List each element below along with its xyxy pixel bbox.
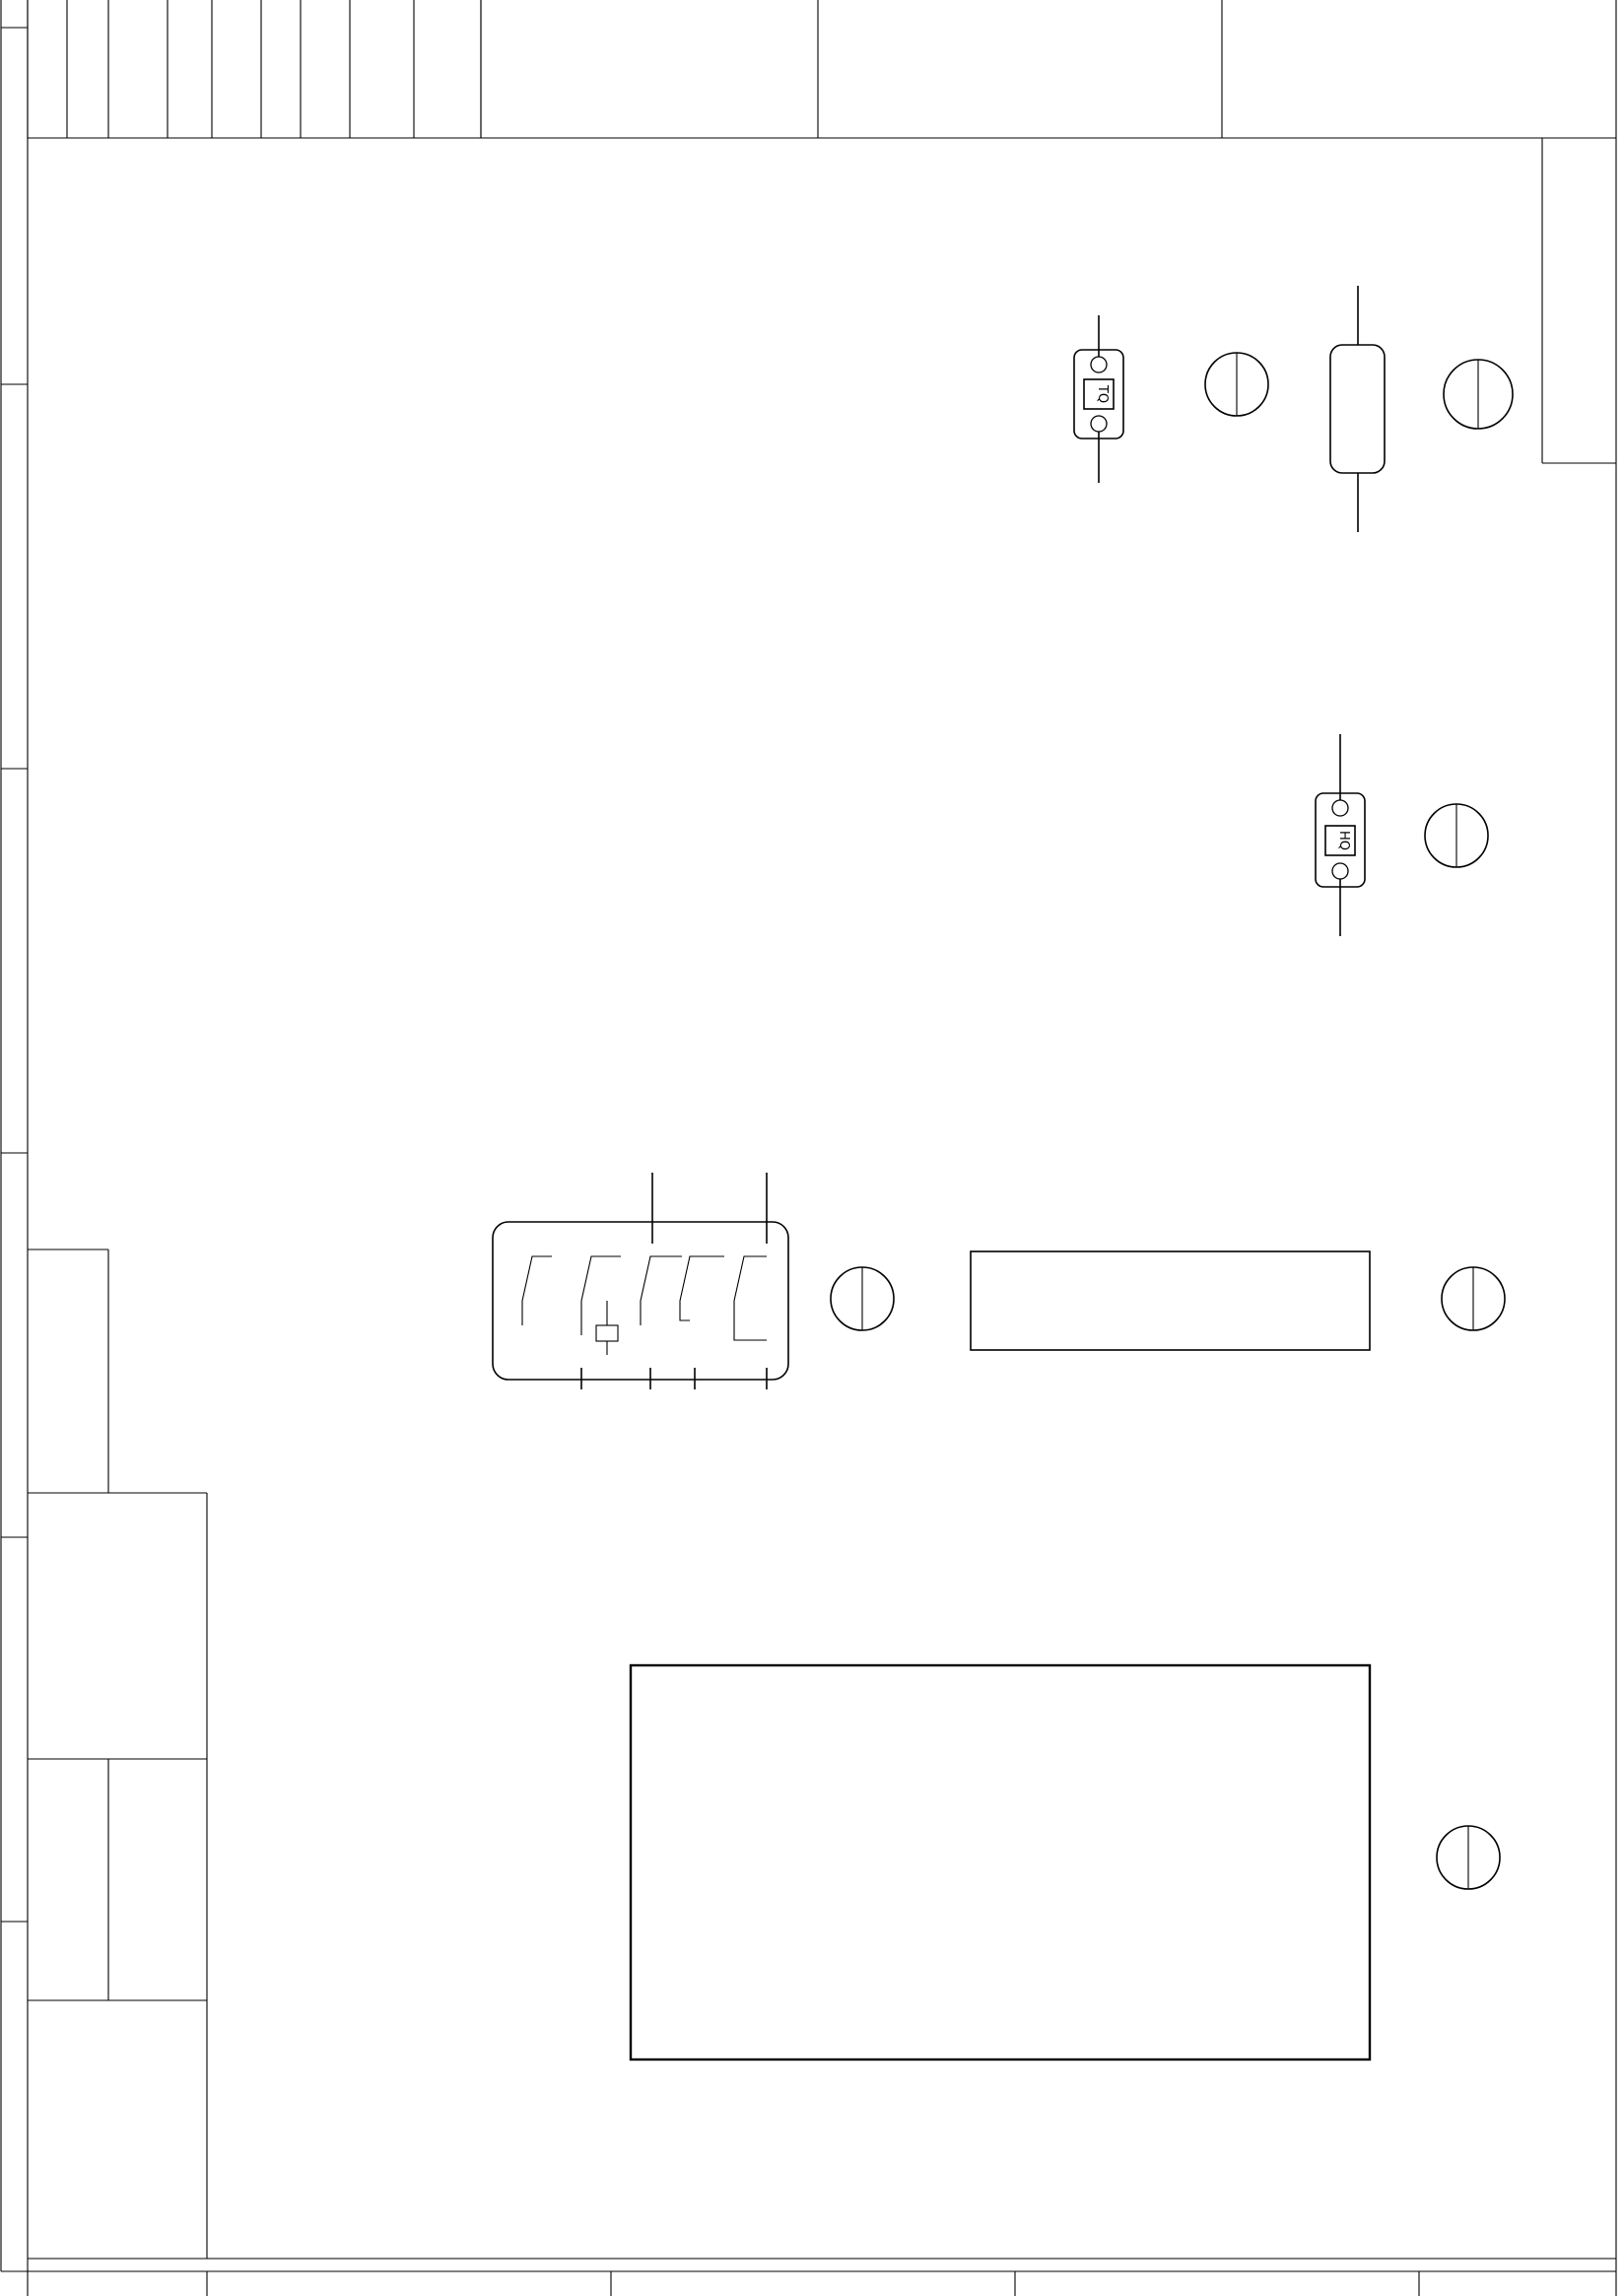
close-coil-hq (1316, 734, 1488, 936)
motor-m (1330, 286, 1513, 532)
relay-ka (493, 1173, 894, 1389)
bottom-marks (207, 2271, 1419, 2296)
hq-glyph: HQ (1336, 830, 1351, 851)
records-block (28, 0, 481, 138)
zone-rows (1, 138, 28, 2271)
title-block (28, 1249, 207, 2259)
terminal-block-x (631, 1665, 1500, 2060)
drawing-id-tab (1542, 138, 1616, 463)
trip-coil-tq (1074, 315, 1268, 483)
aux-switch-fk (971, 1251, 1505, 1350)
tq-glyph: TQ (1095, 384, 1110, 404)
